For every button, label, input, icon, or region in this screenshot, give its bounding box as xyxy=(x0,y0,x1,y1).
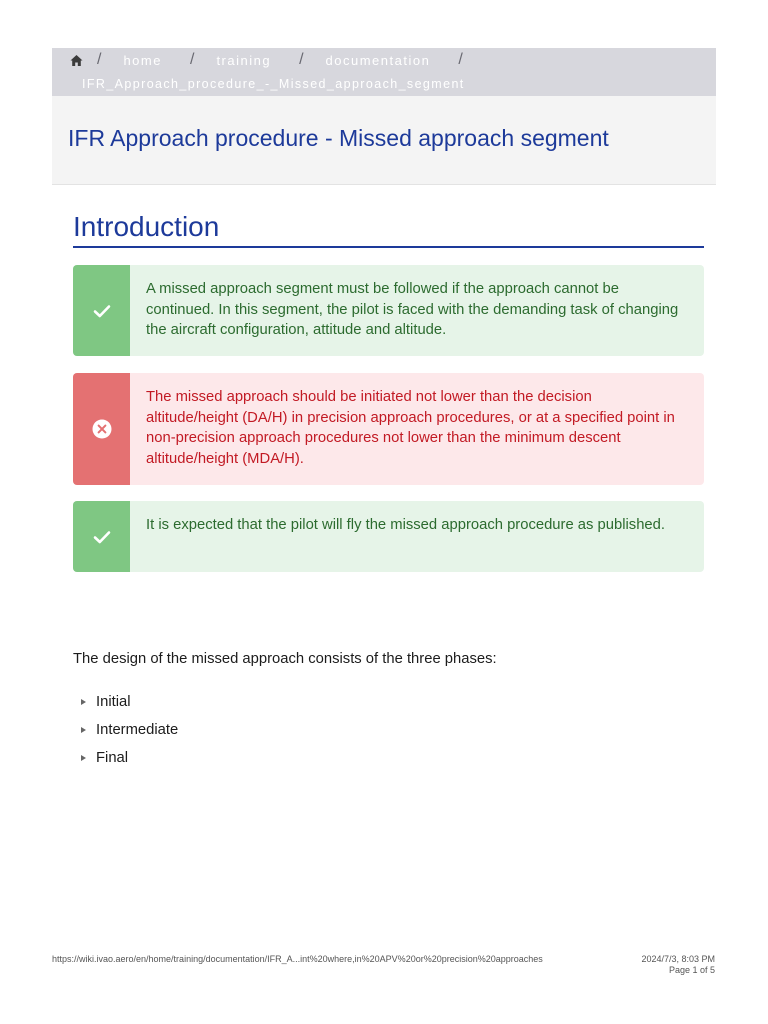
check-icon xyxy=(93,304,111,318)
alert-text: It is expected that the pilot will fly the missed approach procedure as published. xyxy=(146,517,666,533)
section-heading: Introduction xyxy=(73,210,704,248)
list-item-label: Initial xyxy=(96,694,131,710)
breadcrumb-separator: / xyxy=(189,51,195,68)
list-item xyxy=(73,716,178,744)
alert-success xyxy=(73,265,704,356)
body-paragraph: The design of the missed approach consists of the three phases: xyxy=(73,651,497,667)
list-item xyxy=(73,688,178,716)
alert-error xyxy=(73,373,704,485)
footer-datetime: 2024/7/3, 8:03 PM xyxy=(641,954,715,964)
breadcrumb-home[interactable]: home xyxy=(123,52,162,68)
main-content xyxy=(73,210,704,766)
breadcrumb-row xyxy=(70,50,485,70)
breadcrumb-documentation[interactable]: documentation xyxy=(325,52,431,68)
bullet-triangle-icon xyxy=(81,699,86,705)
bullet-triangle-icon xyxy=(81,727,86,733)
breadcrumb-training[interactable]: training xyxy=(216,52,272,68)
phases-list xyxy=(73,688,178,772)
alert-text: A missed approach segment must be followed if the approach cannot be continued. In this segment, the pilot is faced with the demanding task of changing the aircraft configuration, attitude and altitude. xyxy=(146,281,679,339)
list-item xyxy=(73,744,178,772)
alert-icon-bar xyxy=(73,501,130,572)
footer-page-number: Page 1 of 5 xyxy=(668,965,715,975)
alert-icon-bar xyxy=(73,373,130,485)
home-icon[interactable] xyxy=(70,54,83,67)
bullet-triangle-icon xyxy=(81,755,86,761)
list-item-label: Intermediate xyxy=(96,722,179,738)
error-circle-icon xyxy=(92,419,112,439)
page-title: IFR Approach procedure - Missed approach segment xyxy=(68,125,609,151)
footer-url: https://wiki.ivao.aero/en/home/training/documentation/IFR_A...int%20where,in%20APV%20or%20precision%20approaches xyxy=(52,954,543,964)
alert-success xyxy=(73,501,704,572)
breadcrumb-separator: / xyxy=(299,51,304,68)
list-item-label: Final xyxy=(96,750,129,766)
page-container xyxy=(52,48,716,766)
footer-meta xyxy=(641,954,715,976)
breadcrumb xyxy=(52,48,716,96)
breadcrumb-separator: / xyxy=(458,51,463,68)
alert-icon-bar xyxy=(73,265,130,356)
breadcrumb-current[interactable]: IFR_Approach_procedure_-_Missed_approach_segment xyxy=(82,77,465,91)
alert-text: The missed approach should be initiated not lower than the decision altitude/height (DA/H) in precision approach procedures, or at a specified point in non-precision approach procedures not lower than the minimum descent altitude/height (MDA/H). xyxy=(146,389,675,467)
page-header xyxy=(52,96,716,185)
breadcrumb-separator: / xyxy=(97,51,102,68)
check-icon xyxy=(93,530,111,544)
